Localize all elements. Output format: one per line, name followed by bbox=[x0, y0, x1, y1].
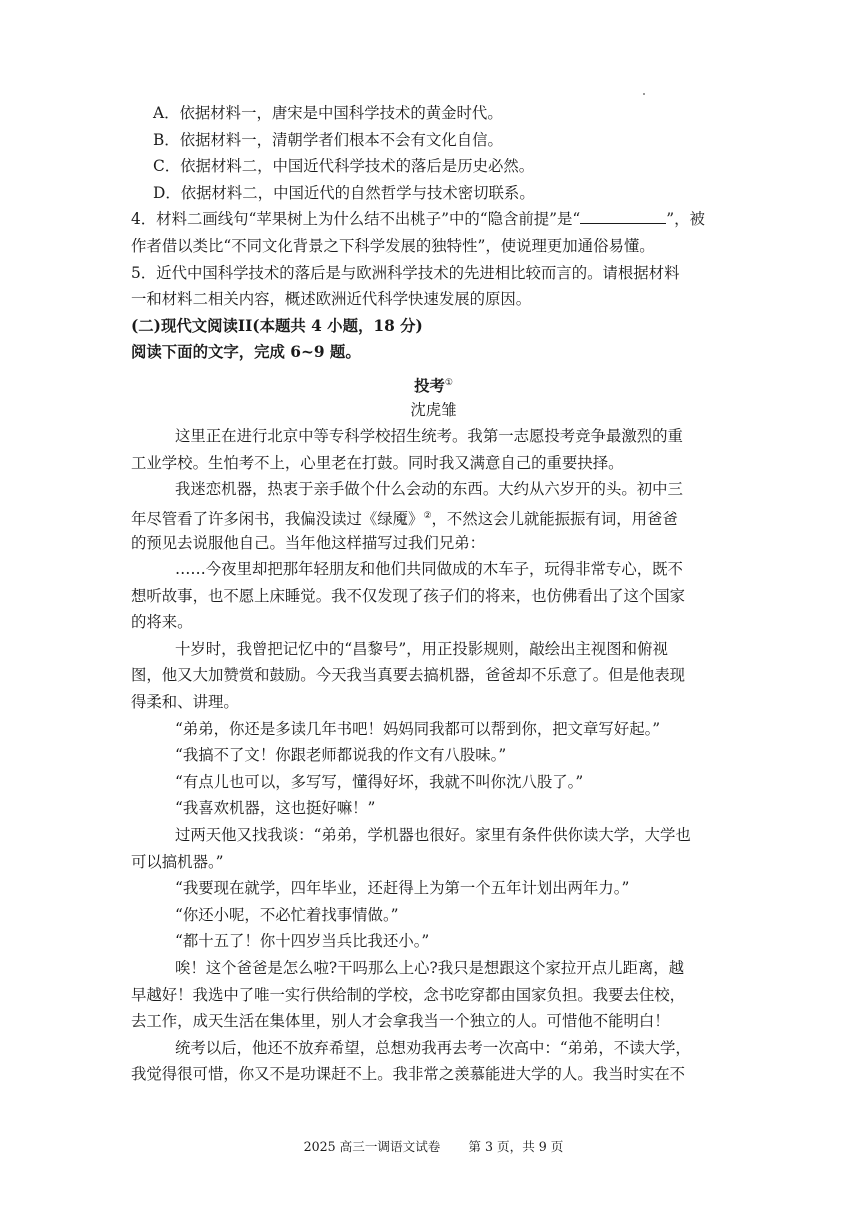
dialogue-line: “我搞不了文！你跟老师都说我的作文有八股味。” bbox=[175, 746, 507, 765]
quote-line: 想听故事，也不愿上床睡觉。我不仅发现了孩子们的将来，也仿佛看出了这个国家 bbox=[131, 586, 686, 605]
question-4-text-a: 4．材料二画线句“苹果树上为什么结不出桃子”中的“隐含前提”是“ bbox=[131, 210, 581, 229]
option-c: C．依据材料二，中国近代科学技术的落后是历史必然。 bbox=[153, 157, 535, 176]
dialogue-line: “我喜欢机器，这也挺好嘛！” bbox=[175, 799, 376, 818]
paragraph-line: 早越好！我选中了唯一实行供给制的学校，念书吃穿都由国家负担。我要去住校， bbox=[131, 985, 686, 1004]
answer-blank[interactable] bbox=[580, 207, 666, 224]
dialogue-line: “我要现在就学，四年毕业，还赶得上为第一个五年计划出两年力。” bbox=[175, 879, 630, 898]
exam-name: 2025 高三一调语文试卷 bbox=[303, 1139, 441, 1154]
paragraph-line: 这里正在进行北京中等专科学校招生统考。我第一志愿投考竞争最激烈的重 bbox=[175, 427, 683, 446]
paragraph-line: 我迷恋机器，热衷于亲手做个什么会动的东西。大约从六岁开的头。初中三 bbox=[175, 480, 683, 499]
option-d: D．依据材料二，中国近代的自然哲学与技术密切联系。 bbox=[153, 183, 535, 202]
footnote-marker: ② bbox=[423, 510, 432, 521]
story-title bbox=[131, 370, 736, 397]
dialogue-line: “你还小呢，不必忙着找事情做。” bbox=[175, 905, 399, 924]
page-content bbox=[131, 100, 736, 1088]
section-title: (二)现代文阅读II(本题共 4 小题，18 分) bbox=[131, 316, 423, 335]
paragraph-line: 去工作，成天生活在集体里，别人才会拿我当一个独立的人。可惜他不能明白！ bbox=[131, 1012, 670, 1031]
paragraph-line: 统考以后，他还不放弃希望，总想劝我再去考一次高中：“弟弟，不读大学， bbox=[175, 1038, 691, 1057]
paragraph-line: 过两天他又找我谈：“弟弟，学机器也很好。家里有条件供你读大学，大学也 bbox=[175, 826, 691, 845]
option-a: A．依据材料一，唐宋是中国科学技术的黄金时代。 bbox=[153, 104, 503, 122]
scan-mark bbox=[643, 93, 645, 95]
paragraph-line: 唉！这个爸爸是怎么啦?干吗那么上心?我只是想跟这个家拉开点儿距离，越 bbox=[175, 959, 685, 977]
section-instruction: 阅读下面的文字，完成 6~9 题。 bbox=[131, 343, 361, 362]
dialogue-line: “都十五了！你十四岁当兵比我还小。” bbox=[175, 932, 430, 951]
paragraph-text: ，不然这会儿就能振振有词，用爸爸 bbox=[431, 510, 678, 529]
paragraph-line: 工业学校。生怕考不上，心里老在打鼓。同时我又满意自己的重要抉择。 bbox=[131, 453, 624, 472]
quote-line: 的将来。 bbox=[131, 613, 193, 632]
story-title-text: 投考 bbox=[414, 377, 445, 396]
page-number: 第 3 页，共 9 页 bbox=[468, 1139, 564, 1154]
dialogue-line: “弟弟，你还是多读几年书吧！妈妈同我都可以帮到你，把文章写好起。” bbox=[175, 719, 661, 738]
dialogue-line: “有点儿也可以，多写写，懂得好坏，我就不叫你沈八股了。” bbox=[175, 772, 584, 791]
question-4-line-1 bbox=[131, 206, 736, 233]
paragraph-text: 年尽管看了许多闲书，我偏没读过《绿魇》 bbox=[131, 510, 424, 529]
paragraph-line: 的预见去说服他自己。当年他这样描写过我们兄弟： bbox=[131, 533, 485, 552]
question-5-line-2: 一和材料二相关内容，概述欧洲近代科学快速发展的原因。 bbox=[131, 290, 532, 309]
option-b: B．依据材料一，清朝学者们根本不会有文化自信。 bbox=[153, 130, 503, 149]
paragraph-line: 我觉得很可惜，你又不是功课赶不上。我非常之羡慕能进大学的人。我当时实在不 bbox=[131, 1065, 686, 1084]
paragraph-line bbox=[131, 503, 736, 530]
paragraph-line: 得柔和、讲理。 bbox=[131, 693, 239, 712]
question-5-line-1: 5．近代中国科学技术的落后是与欧洲科学技术的先进相比较而言的。请根据材料 bbox=[131, 263, 680, 282]
quote-line: ……今夜里却把那年轻朋友和他们共同做成的木车子，玩得非常专心，既不 bbox=[175, 560, 683, 579]
paragraph-line: 可以搞机器。” bbox=[131, 852, 224, 871]
page-footer bbox=[0, 1136, 867, 1155]
paragraph-line: 十岁时，我曾把记忆中的“昌黎号”，用正投影规则，敲绘出主视图和俯视 bbox=[175, 639, 668, 658]
question-4-text-b: ”，被 bbox=[666, 210, 705, 229]
story-author: 沈虎雏 bbox=[410, 400, 457, 419]
footnote-marker: ① bbox=[444, 377, 453, 388]
question-4-line-2: 作者借以类比“不同文化背景之下科学发展的独特性”，使说理更加通俗易懂。 bbox=[131, 236, 655, 255]
paragraph-line: 图，他又大加赞赏和鼓励。今天我当真要去搞机器，爸爸却不乐意了。但是他表现 bbox=[131, 666, 686, 685]
